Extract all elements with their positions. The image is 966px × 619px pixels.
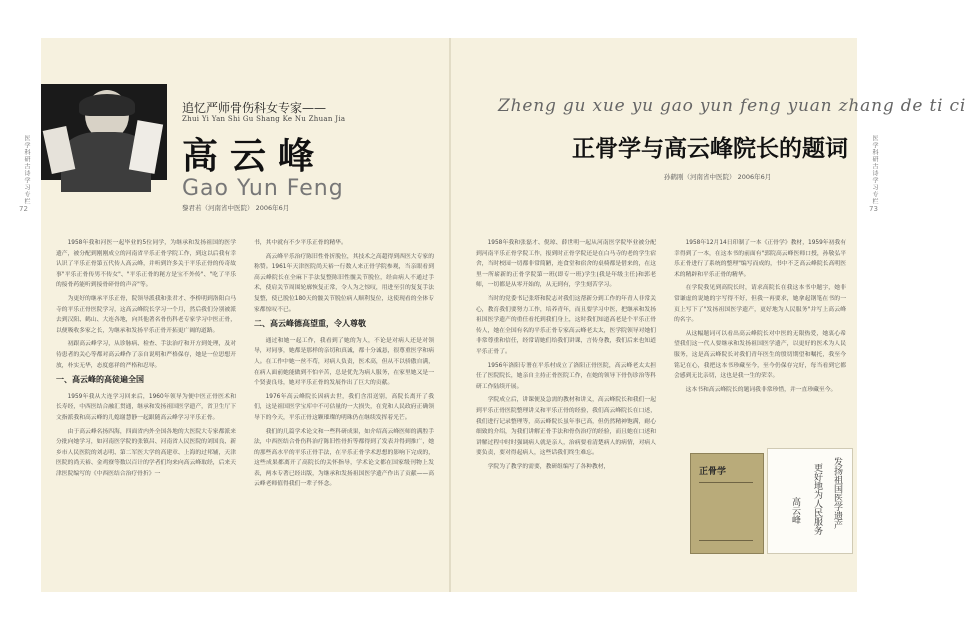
textbook-photo [690,453,764,554]
section-heading: 一、高云峰的高徒遍全国 [56,375,144,385]
paragraph: 为更好的继承平乐正骨，院领导派我和张君才、李桥明到洛阳白马寺的平乐正骨医院学习，这高云峰院长学习一个月，然后我们分别被派去到汉阳、鹤山、大连各地，向其他著名骨伤科老专家学习中医正骨，以便吸收多家之长，为继承和发扬平乐正骨开拓更广阔的道路。 [56,295,236,334]
portrait-photo [41,84,167,180]
paragraph: 1956年洛阳专署在平乐村成立了洛阳正骨医院，高云峰老太太担任了医院院长，她亲自主持正骨医院工作，在她的领导下骨伤诊治等科研工作陆续开展。 [476,362,656,390]
paragraph: 当时的党委书记张塔和院志对我们这帮新分到工作的年青人非常关心，教育我们要努力工作，培养青年，而且要学习中医，把继承和发扬祖国医学遗产的重任看托到我们身上，这时我们知道高老是个平乐正骨传人，她在全国有名的平乐正骨专家高云峰老太太，医学院领导对她们非常尊重和信任，经常请她们给我们讲课，言传身教，我们后来也知道平乐正骨了。 [476,295,656,355]
left-column-1 [56,238,236,482]
section-heading: 二、高云峰德高望重，令人尊敬 [254,319,366,329]
series-title-en: Zhui Yi Yan Shi Gu Shang Ke Nu Zhuan Jia [182,115,346,123]
paragraph: 我们的几篇学术论文和一些科研成果，如介绍高云峰医师的满腔手法，中西医结合骨伤科治疗陈旧性骨折等都得到了发表并得到推广，她的那些高水平的平乐正骨手法，在平乐正骨学术思想的影响下完成的，这些成果都离开了高院长的关怀指导，学术论文都在国家级刊物上发表，两本专著已经出版，为继承和发扬祖国医学遗产作出了贡献——高云峰老师值得我们一辈子怀念。 [254,428,434,488]
calligraphy-inscription [767,448,853,554]
right-column-1 [476,238,656,475]
paragraph: 由于高云峰名扬四海，四面省内外全国各地的大医院大专家都派来分批向她学习，如河南医学院的张镇昌、河南省人民医院的刘国良、新乡市人民医院的刘志明、第二军医大学的高建章、上海的过邦辅，天津医院的尚天裕、金鸡寮等数以百计的学者们均来向高云峰取经，后来天津医院编写的《中西医结合治疗骨折》一 [56,428,236,477]
paragraph: 在学院我见到高院长时，请求高院长在我这本书中题字，她非常谦虚的说她的字写得不好，但我一再要求，她拿起钢笔在书的一页上写下了"发扬祖国医学遗产，更好地为人民服务"并写上高云峰的名字。 [674,285,846,324]
paragraph: 1958年我和张磊才、倪琼、薛世明一起从河南医学院毕业被分配到河南平乐正骨学院工作，报到时正骨学院还是在白马寺的老的学生宿舍，当时校园一切都非常简陋，连食堂和宿舍的桌椅都是借来的，在这里一所崭新的正骨学院第一班(即专一班)学生(我是年级主任)和郭老师，一切都是从零开始的，从无到有，学生刻苦学习。 [476,240,656,289]
calligraphy-signature: 高云峰 [790,497,800,524]
paragraph: 高云峰平乐治疗陈旧性骨折脱位，其技术之高超得到西医大专家的称赞。1961年天津医院尚天裕一行数人来正骨学院参观，当亲眼看到高云峰院长在全麻下手法复整陈旧性髋关节脱位，经由病人不通过手术，使肩关节周围轮廓恢复正常，令人为之惊叹，用进至引的复复手法复整，使已脱位180天的髋关节脱位病人顺利复位，这使现看的全体专家都惊叹不已。 [254,253,434,313]
right-side-label: 医学科研古诗学习专栏 [871,135,878,205]
right-byline: 孙鹤刚（河南省中医院） 2006年6月 [664,173,772,181]
paragraph: 1959年我从大连学习回来后，1960年领导为便中医正骨医术和长寿经，中西医结合融汇贯通，继承和发扬祖国医学遗产，省卫生厅下文指派我和高云峰的儿媳谢慧静一起跟随高云峰学习平乐正骨。 [56,393,236,421]
book-cover-title: 正骨学 [699,467,727,477]
paragraph: 从这幅题词可以看出高云峰院长对中医的无限热爱，她衷心希望我们这一代人要继承和发扬祖国医学遗产，以更好的医术为人民服务，这是高云峰院长对我们青年医生的殷切期望和嘱托，我至今铭记在心，我把这本书珍藏至今，至今仍保存完好，每当看到它都会感到无比亲切，这也是我一生的荣幸。 [674,330,846,380]
series-title: 追忆严师骨伤科女专家—— [182,101,327,115]
left-byline: 黎君若（河南省中医院） 2006年6月 [182,204,290,212]
left-side-label: 医学科研古诗学习专栏 [23,135,30,205]
calligraphy-line: 发扬祖国医学遗产 [832,457,842,529]
person-name-en: Gao Yun Feng [182,176,344,201]
right-column-2 [674,238,846,398]
paragraph: 学院成立后，讲课便及急需的教材和讲义，高云峰院长和我们一起到平乐正骨医院整理讲义和平乐正骨的经验，我们高云峰院长在口述，我们进行记录整理等，高云峰院长虽年事已高，但仍然精神饱满，耐心细致的介绍，为我们讲解正骨手法和骨伤治疗的经验，而且她在口述和讲解过程中时时强调病人就是亲人，治病要看清楚病人的病情，对病人要负责，要对得起病人，这些话我们终生难忘。 [476,397,656,457]
paragraph: 1976年高云峰院长因病去世，我们含泪送别，高院长离开了我们，这是祖国医学宝库中不可估量的一大损失，在党和人民政府正确领导下的今天，平乐正骨这颗璀璨的明珠仍在继续发挥着光芒。 [254,393,434,421]
person-name: 高云峰 [182,136,327,177]
left-page-number: 72 [19,205,28,213]
article-title-en: Zheng gu xue yu gao yun feng yuan zhang de ti ci [498,96,966,116]
paragraph: 书，其中就有不少平乐正骨的精华。 [254,240,347,246]
paragraph: 这本书和高云峰院长的题词我非常珍惜，并一直珍藏至今。 [685,386,837,393]
calligraphy-line: 更好地为人民服务 [812,463,822,535]
article-title: 正骨学与高云峰院长的题词 [572,136,848,162]
paragraph: 学院为了教学的需要，教研组编写了各种教材， [487,463,610,470]
paragraph: 初跟高云峰学习，从诊脉病、检查、手法治疗和开方到处理，及对待患者的关心等都对高云峰作了亲自说明和严格保存，她是一位思想开放，朴实无华，态度慈祥的严格和忍辱。 [56,341,236,369]
paragraph: 1958年12月14日印制了一本《正骨学》教材，1959年初我有幸得到了一本，在这本书的前面有"郭院高云峰医师口授，孙敬弘平乐正骨进行了系统的整理"编写而成的，书中不乏高云峰院长高明医术的精辟和平乐正骨的精华。 [674,240,846,278]
paragraph: 1958年我和河医一起毕业的5位同学，为继承和发扬祖国的医学遗产，被分配到刚刚成立的河南省平乐正骨学院工作，到这以后我有幸认识了平乐正骨第五代传人高云峰，并听到许多关于平乐正骨的传奇故事"平乐正骨传男不传女"、"平乐正骨的秘方是宝不外传"、"吃了平乐的接骨药能听到接骨碎骨的声音"等。 [56,240,236,289]
paragraph: 通过和她一起工作，我看到了她的为人，不论是对病人还是对领导，对同事，她都是那样的亲切和真诚，都十分诚恳，很尊重医学和病人。在工作中她一丝不苟，对病人负责，医术高，但从不以骄傲自满，在病人面前她能做到不怕辛苦，总是优先为病人服务，在家里她又是一个贤妻良母，她对平乐正骨的发展作出了巨大的贡献。 [254,337,434,387]
right-page-number: 73 [869,205,878,213]
left-column-2 [254,238,434,493]
page-gutter [449,38,451,592]
